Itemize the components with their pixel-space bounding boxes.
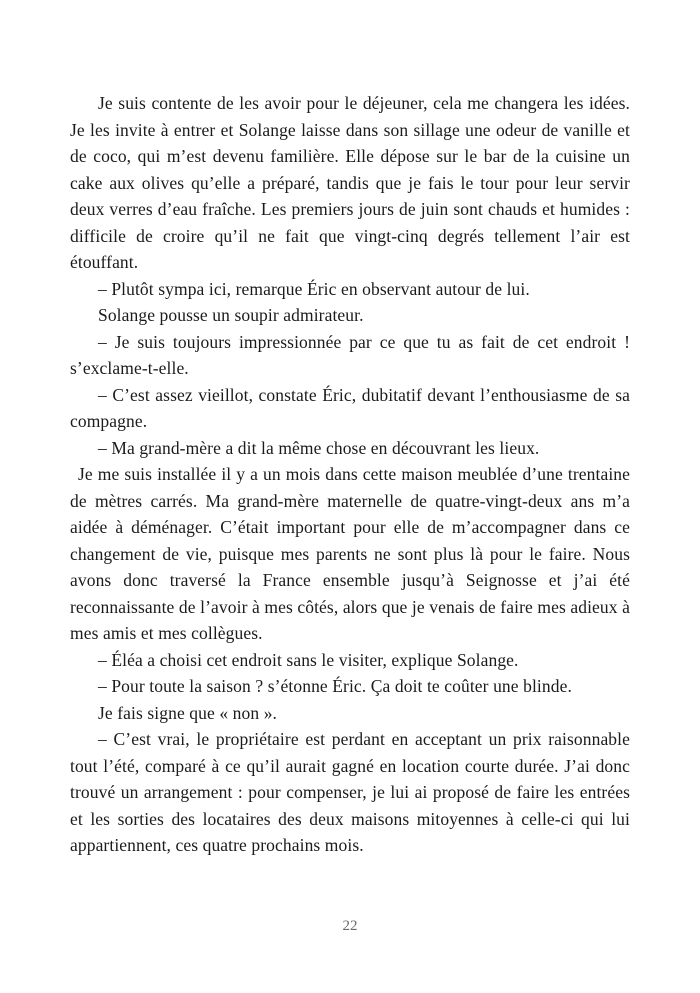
dialogue-line: – C’est assez vieillot, constate Éric, dubitatif devant l’enthousiasme de sa compagne. <box>70 384 630 431</box>
paragraph: Je fais signe que « non ». <box>98 702 278 723</box>
dialogue-line: – Pour toute la saison ? s’étonne Éric. Ça doit te coûter une blinde. <box>98 676 572 696</box>
dialogue-line: – Ma grand-mère a dit la même chose en découvrant les lieux. <box>98 437 540 458</box>
paragraph: Je me suis installée il y a un mois dans cette maison meublée d’une trentaine de mètres carrés. Ma grand-mère maternelle de quatre-vingt-deux ans m’a aidée à déménager. C’était important pour elle de m’accompagner dans ce changement de vie, puisque mes parents ne sont plus là pour le faire. Nous avons donc traversé la France ensemble jusqu’à Seignosse et j’ai été reconnaissante de l’avoir à mes côtés, alors que je venais de faire mes adieux à mes amis et mes collègues. <box>70 464 630 643</box>
page-text <box>70 90 630 859</box>
paragraph: Je suis contente de les avoir pour le déjeuner, cela me changera les idées. Je les invite à entrer et Solange laisse dans son sillage une odeur de vanille et de coco, qui m’est devenu familière. Elle dépose sur le bar de la cuisine un cake aux olives qu’elle a préparé, tandis que je fais le tour pour leur servir deux verres d’eau fraîche. Les premiers jours de juin sont chauds et humides : difficile de croire qu’il ne fait que vingt-cinq degrés tellement l’air est étouffant. <box>70 93 630 272</box>
page-number: 22 <box>342 918 358 934</box>
dialogue-line: – Je suis toujours impressionnée par ce que tu as fait de cet endroit ! s’exclame-t-elle. <box>70 331 630 378</box>
dialogue-line: – Plutôt sympa ici, remarque Éric en observant autour de lui. <box>98 278 530 299</box>
paragraph: Solange pousse un soupir admirateur. <box>98 305 364 325</box>
dialogue-line: – Éléa a choisi cet endroit sans le visiter, explique Solange. <box>98 649 519 670</box>
dialogue-line: – C’est vrai, le propriétaire est perdant en acceptant un prix raisonnable tout l’été, comparé à ce qu’il aurait gagné en location courte durée. J’ai donc trouvé un arrangement : pour compenser, je lui ai proposé de faire les entrées et les sorties des locataires des deux maisons mitoyennes à celle-ci qui lui appartiennent, ces quatre prochains mois. <box>70 729 630 855</box>
